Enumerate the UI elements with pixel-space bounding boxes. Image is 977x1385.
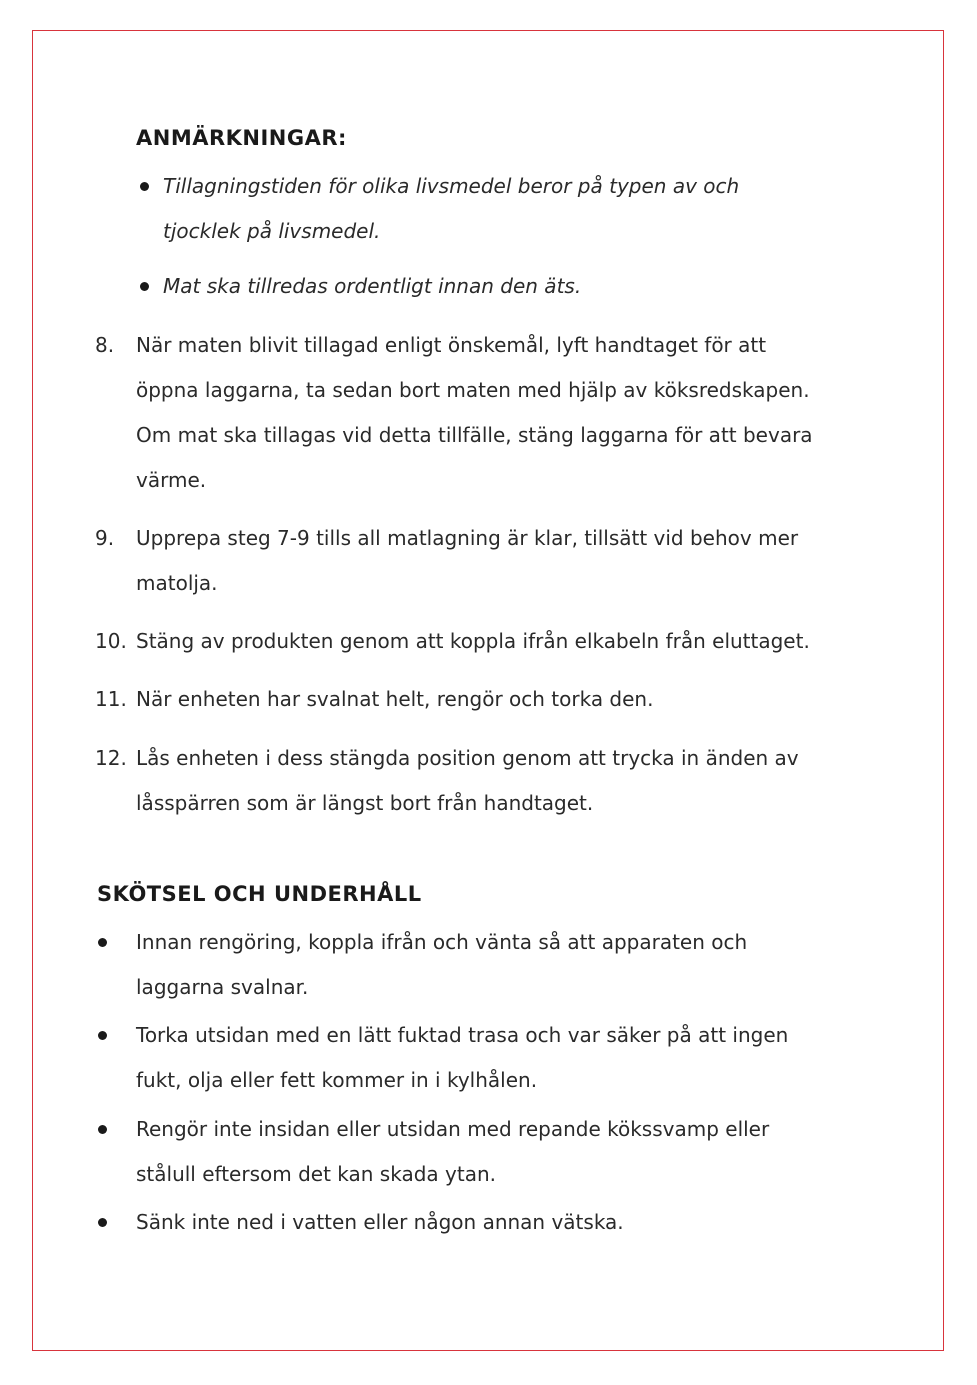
note-line: Tillagningstiden för olika livsmedel beror på typen av och [163,174,740,198]
step-line: Lås enheten i dess stängda position genom att trycka in änden av [136,746,799,770]
care-line: laggarna svalnar. [136,975,309,999]
care-line: Innan rengöring, koppla ifrån och vänta så att apparaten och [136,930,748,954]
note-line: tjocklek på livsmedel. [163,219,381,243]
care-line: stålull eftersom det kan skada ytan. [136,1162,496,1186]
bullet-dot [98,938,107,947]
bullet-dot [98,1218,107,1227]
bullet-dot [140,282,149,291]
step-line: värme. [136,468,207,492]
step-number: 9. [95,526,115,550]
care-line: Torka utsidan med en lätt fuktad trasa och var säker på att ingen [136,1023,789,1047]
care-line: Rengör inte insidan eller utsidan med repande kökssvamp eller [136,1117,770,1141]
notes-heading: ANMÄRKNINGAR: [136,126,347,150]
step-line: Stäng av produkten genom att koppla ifrån elkabeln från eluttaget. [136,629,810,653]
bullet-dot [140,182,149,191]
bullet-dot [98,1125,107,1134]
bullet-dot [98,1031,107,1040]
step-line: matolja. [136,571,218,595]
care-heading: SKÖTSEL OCH UNDERHÅLL [97,882,422,906]
step-line: När enheten har svalnat helt, rengör och torka den. [136,687,654,711]
step-line: öppna laggarna, ta sedan bort maten med hjälp av köksredskapen. [136,378,810,402]
step-line: Upprepa steg 7-9 tills all matlagning är klar, tillsätt vid behov mer [136,526,799,550]
step-line: När maten blivit tillagad enligt önskemål, lyft handtaget för att [136,333,767,357]
step-number: 8. [95,333,115,357]
step-number: 12. [95,746,127,770]
step-number: 11. [95,687,127,711]
step-line: Om mat ska tillagas vid detta tillfälle, stäng laggarna för att bevara [136,423,813,447]
step-number: 10. [95,629,127,653]
note-line: Mat ska tillredas ordentligt innan den äts. [163,274,582,298]
care-line: fukt, olja eller fett kommer in i kylhålen. [136,1068,538,1092]
care-line: Sänk inte ned i vatten eller någon annan vätska. [136,1210,624,1234]
step-line: låsspärren som är längst bort från handtaget. [136,791,594,815]
